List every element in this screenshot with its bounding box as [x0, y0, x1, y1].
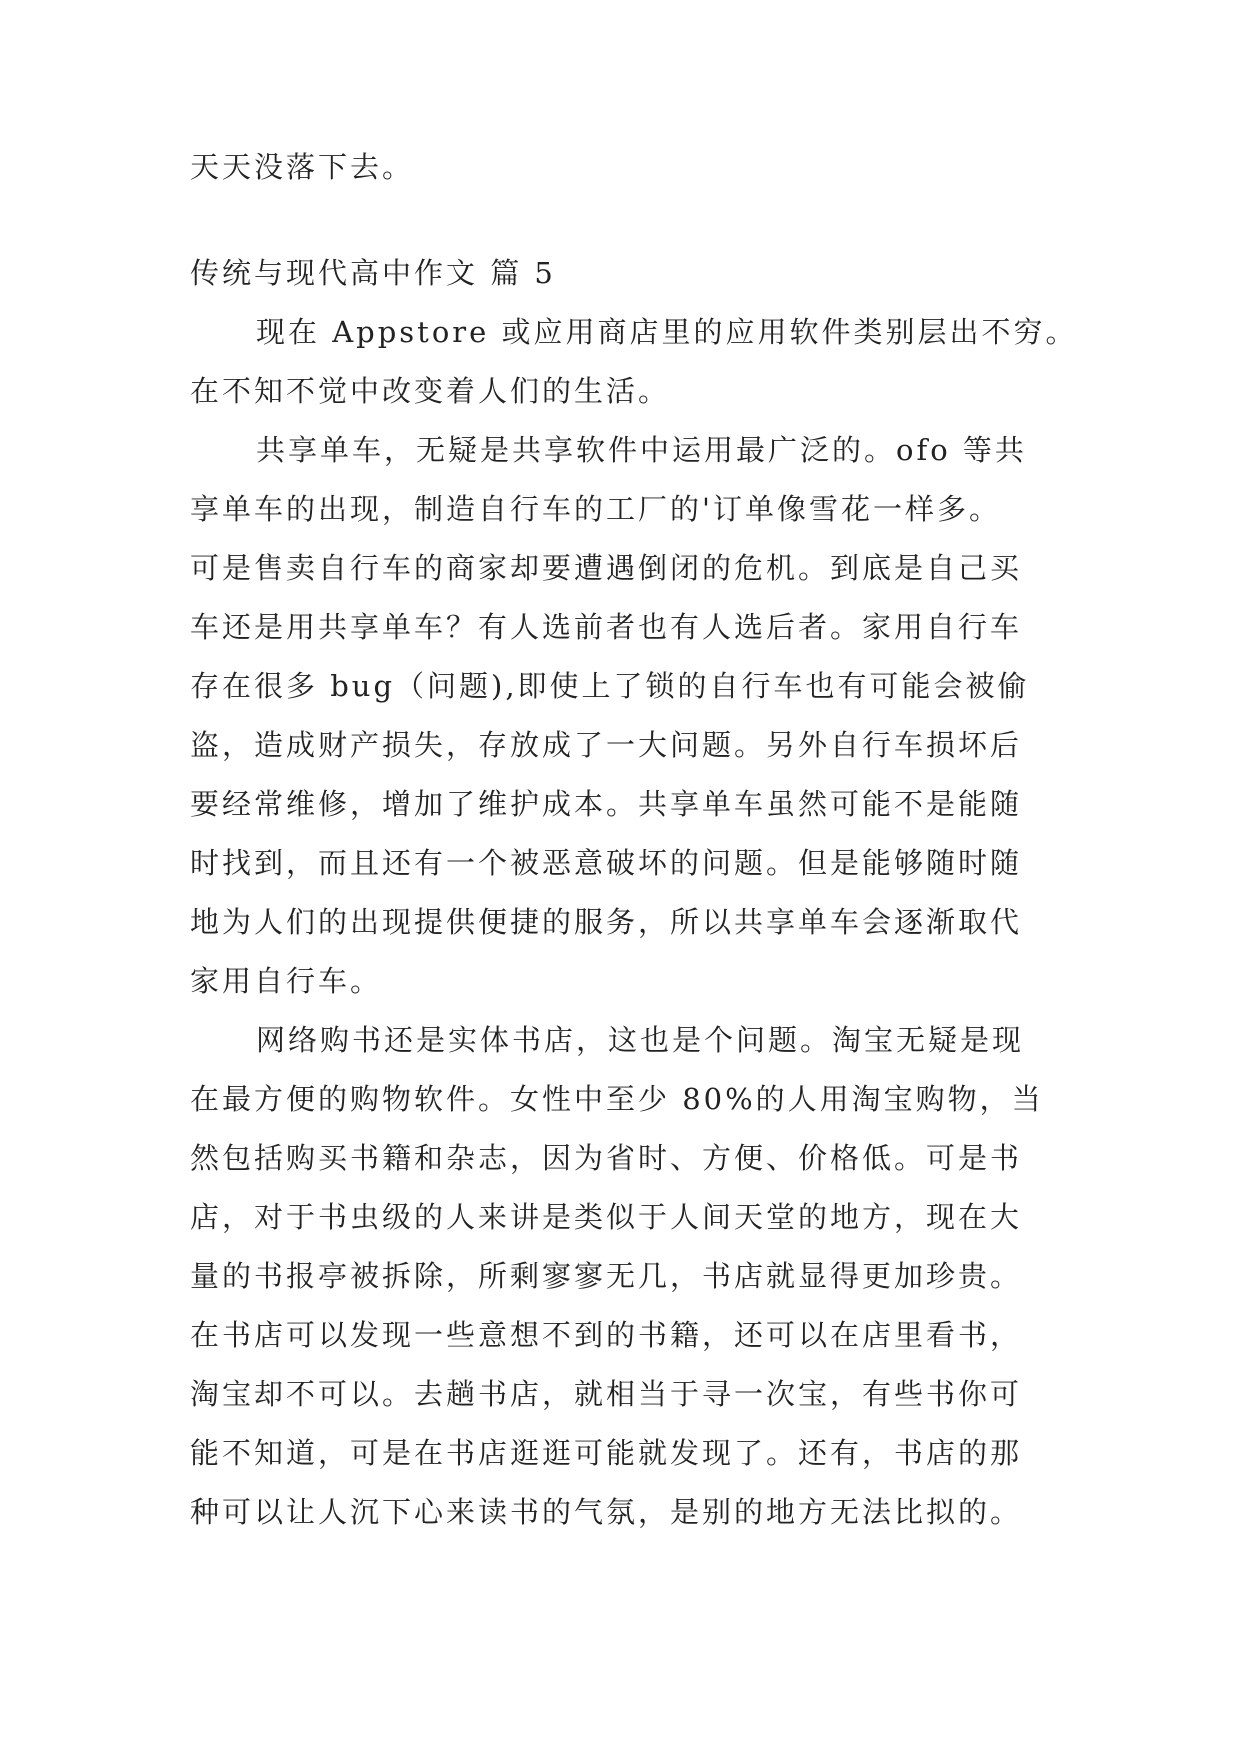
text-line: 时找到，而且还有一个被恶意破坏的问题。但是能够随时随 [190, 846, 1023, 880]
text-line: 车还是用共享单车？有人选前者也有人选后者。家用自行车 [190, 610, 1023, 644]
text-line: 地为人们的出现提供便捷的服务，所以共享单车会逐渐取代 [190, 905, 1023, 939]
text-line: 淘宝却不可以。去趟书店，就相当于寻一次宝，有些书你可 [190, 1377, 1023, 1411]
paragraph-2 [190, 421, 1050, 1011]
text-line: 然包括购买书籍和杂志，因为省时、方便、价格低。可是书 [190, 1141, 1023, 1175]
text-line: 家用自行车。 [190, 964, 383, 998]
text-line: 现在 Appstore 或应用商店里的应用软件类别层出不穷。 [256, 315, 1078, 349]
text-line: 享单车的出现，制造自行车的工厂的'订单像雪花一样多。 [190, 492, 1001, 526]
essay-title: 传统与现代高中作文 篇 5 [190, 256, 556, 290]
text-line: 种可以让人沉下心来读书的气氛，是别的地方无法比拟的。 [190, 1495, 1023, 1529]
text-line: 可是售卖自行车的商家却要遭遇倒闭的危机。到底是自己买 [190, 551, 1023, 585]
previous-essay-tail [190, 138, 1050, 197]
text-line: 店，对于书虫级的人来讲是类似于人间天堂的地方，现在大 [190, 1200, 1023, 1234]
paragraph-1 [190, 303, 1078, 421]
text-line: 在不知不觉中改变着人们的生活。 [190, 374, 671, 408]
text-line: 在书店可以发现一些意想不到的书籍，还可以在店里看书， [190, 1318, 1023, 1352]
text-line: 网络购书还是实体书店，这也是个问题。淘宝无疑是现 [256, 1023, 1025, 1057]
text-line: 在最方便的购物软件。女性中至少 80%的人用淘宝购物，当 [190, 1082, 1044, 1116]
text-line: 盗，造成财产损失，存放成了一大问题。另外自行车损坏后 [190, 728, 1023, 762]
text-line: 要经常维修，增加了维护成本。共享单车虽然可能不是能随 [190, 787, 1023, 821]
text-line: 量的书报亭被拆除，所剩寥寥无几，书店就显得更加珍贵。 [190, 1259, 1023, 1293]
text-line: 天天没落下去。 [190, 150, 415, 184]
text-line: 存在很多 bug（问题),即使上了锁的自行车也有可能会被偷 [190, 669, 1030, 703]
paragraph-3 [190, 1011, 1050, 1542]
text-line: 共享单车，无疑是共享软件中运用最广泛的。ofo 等共 [256, 433, 1027, 467]
essay-body [190, 244, 1078, 1542]
text-line: 能不知道，可是在书店逛逛可能就发现了。还有，书店的那 [190, 1436, 1023, 1470]
